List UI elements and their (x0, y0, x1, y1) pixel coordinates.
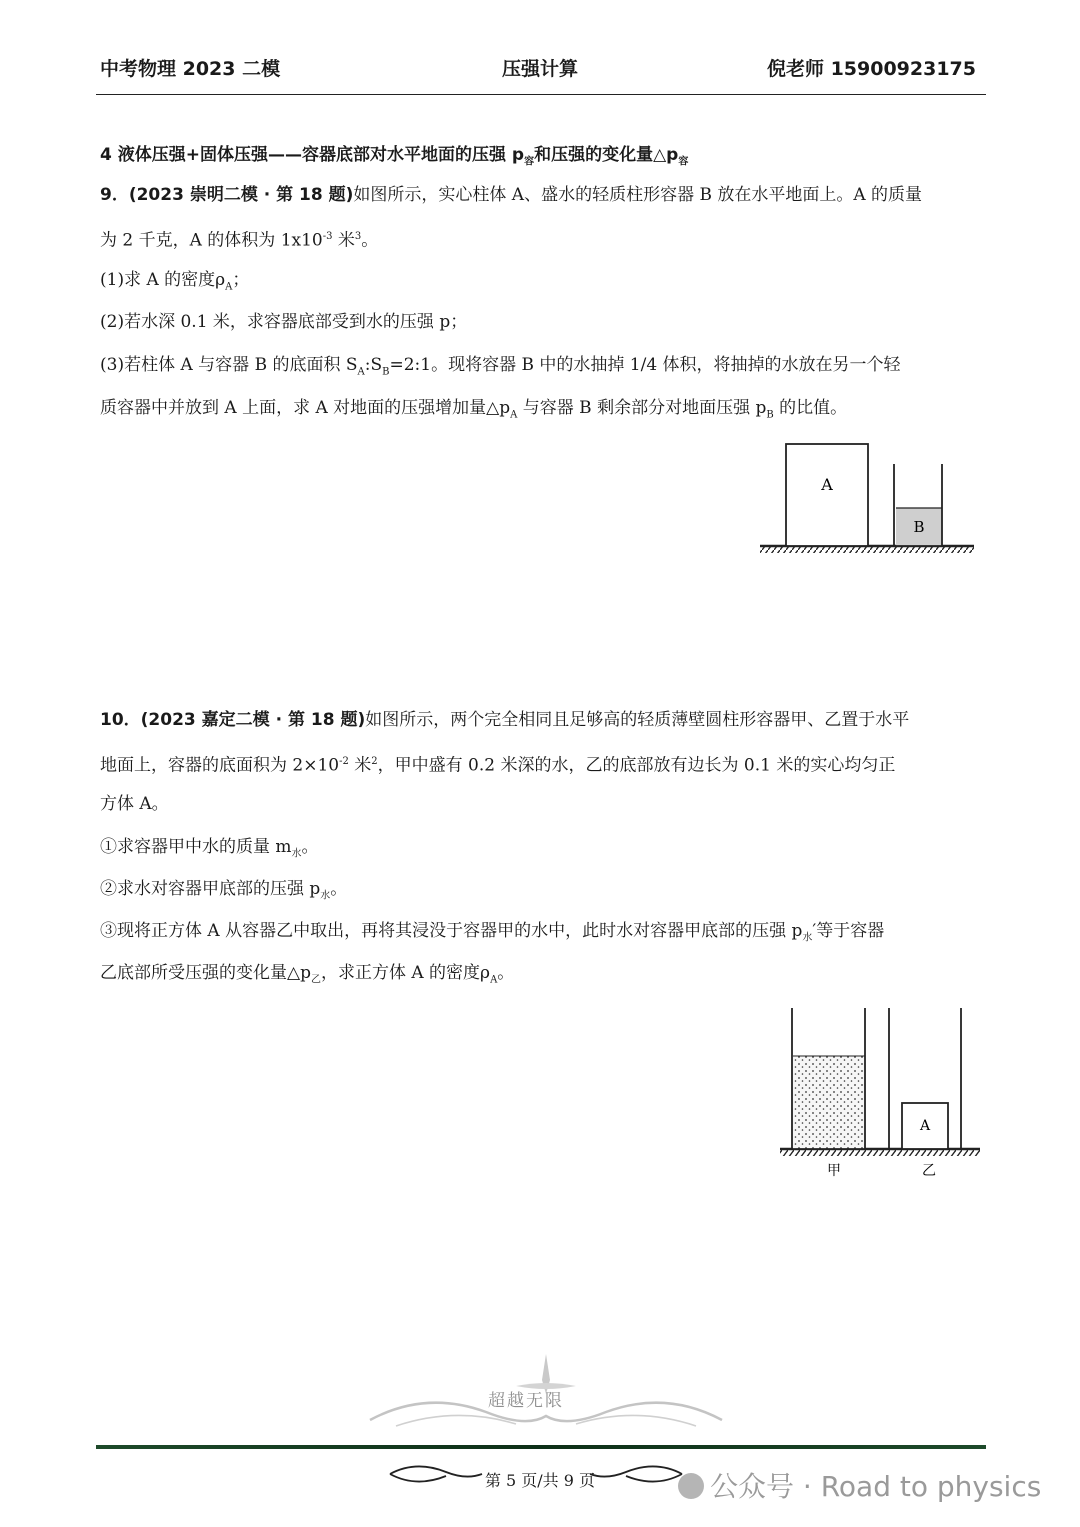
q9-text: =2:1。现将容器 B 中的水抽掉 1/4 体积，将抽掉的水放在另一个轻 (389, 355, 901, 375)
header-center: 压强计算 (501, 58, 578, 80)
q10-text: 如图所示，两个完全相同且足够高的轻质薄壁圆柱形容器甲、乙置于水平 (365, 710, 910, 730)
q10-text: 乙底部所受压强的变化量△p (100, 963, 311, 983)
q9-figure (756, 438, 978, 558)
section-title (100, 140, 688, 167)
subscript: A (357, 366, 365, 378)
q10-text: ③现将正方体 A 从容器乙中取出，再将其浸没于容器甲的水中，此时水对容器甲底部的压强 p (100, 921, 803, 941)
cube-a-label: A (919, 1118, 931, 1134)
q9-sub2: (2)若水深 0.1 米，求容器底部受到水的压强 p； (100, 312, 468, 332)
section-sub: 容 (524, 156, 535, 168)
wechat-icon (678, 1473, 704, 1499)
q9-text: (1)求 A 的密度ρ (100, 270, 226, 290)
q10-sub2 (100, 877, 986, 908)
q9-text: 与容器 B 剩余部分对地面压强 p (517, 398, 767, 418)
q10-sub3-line2 (100, 961, 986, 992)
container-b-label: B (913, 518, 925, 536)
q10-figure (776, 1006, 982, 1182)
q10-sub3-line1 (100, 919, 986, 950)
footer-logo-text: 超越无限 (488, 1391, 564, 1411)
q9-label: 9．(2023 崇明二模 · 第 18 题) (100, 185, 354, 205)
q10-text: 。 (497, 963, 515, 983)
block-a-label: A (821, 475, 833, 494)
q9-text: 。 (361, 230, 379, 251)
q9-sub3-line2 (100, 396, 986, 427)
superscript: -2 (339, 756, 349, 767)
subscript: A (510, 409, 518, 421)
superscript: 2 (371, 756, 378, 767)
q10-text: ，甲中盛有 0.2 米深的水，乙的底部放有边长为 0.1 米的实心均匀正 (377, 755, 896, 776)
label-yi: 乙 (922, 1163, 936, 1179)
q9-text: (3)若柱体 A 与容器 B 的底面积 S (100, 355, 358, 375)
q9-sub3-line1 (100, 353, 986, 384)
q10-line3: 方体 A。 (100, 794, 169, 814)
header-divider (96, 94, 986, 95)
q9-sub1 (100, 268, 986, 299)
q10-text: ①求容器甲中水的质量 m (100, 837, 292, 857)
q10-text: ②求水对容器甲底部的压强 p (100, 879, 321, 899)
subscript: 水 (802, 932, 813, 944)
label-jia: 甲 (827, 1163, 841, 1179)
section-text: 4 液体压强+固体压强——容器底部对水平地面的压强 p (100, 145, 525, 165)
q10-line2 (100, 750, 986, 778)
watermark (678, 1465, 1041, 1505)
q9-text: 米 (332, 230, 355, 251)
q9-line1 (100, 183, 986, 207)
q10-text: ，求正方体 A 的密度ρ (320, 963, 491, 983)
q9-text: 质容器中并放到 A 上面，求 A 对地面的压强增加量△p (100, 398, 511, 418)
subscript: 乙 (310, 974, 321, 986)
q9-text: ； (232, 270, 250, 290)
subscript: A (225, 281, 233, 293)
q10-label: 10．(2023 嘉定二模 · 第 18 题) (100, 710, 366, 730)
header-right: 倪老师 15900923175 (766, 58, 976, 80)
q10-text: 米 (348, 755, 372, 776)
subscript: 水 (320, 890, 331, 902)
watermark-text: 公众号 · Road to physics (710, 1470, 1042, 1503)
section-text-mid: 和压强的变化量△p (534, 145, 679, 165)
water-jia-dots (793, 1056, 865, 1149)
footer-divider (96, 1445, 986, 1449)
q9-line2 (100, 225, 986, 253)
header-left: 中考物理 2023 二模 (100, 58, 281, 80)
section-sub: 容 (678, 156, 689, 168)
block-a (786, 444, 868, 546)
q9-text: 的比值。 (773, 398, 848, 418)
q10-text: ′等于容器 (812, 921, 885, 941)
subscript: 水 (291, 848, 302, 860)
q10-text: 。 (301, 837, 319, 857)
q9-text: :S (364, 355, 383, 375)
superscript: 3 (354, 231, 362, 242)
q9-text: 如图所示，实心柱体 A、盛水的轻质柱形容器 B 放在水平地面上。A 的质量 (353, 185, 923, 205)
q9-text: 为 2 千克，A 的体积为 1x10 (100, 230, 323, 251)
subscript: B (382, 366, 390, 378)
subscript: A (490, 974, 498, 986)
subscript: B (766, 409, 774, 421)
page-number: 第 5 页/共 9 页 (484, 1471, 596, 1490)
q10-sub1 (100, 835, 986, 866)
q10-text: 地面上，容器的底面积为 2×10 (100, 755, 340, 776)
superscript: -3 (322, 231, 333, 242)
q10-line1 (100, 708, 986, 732)
q10-text: 。 (330, 879, 348, 899)
